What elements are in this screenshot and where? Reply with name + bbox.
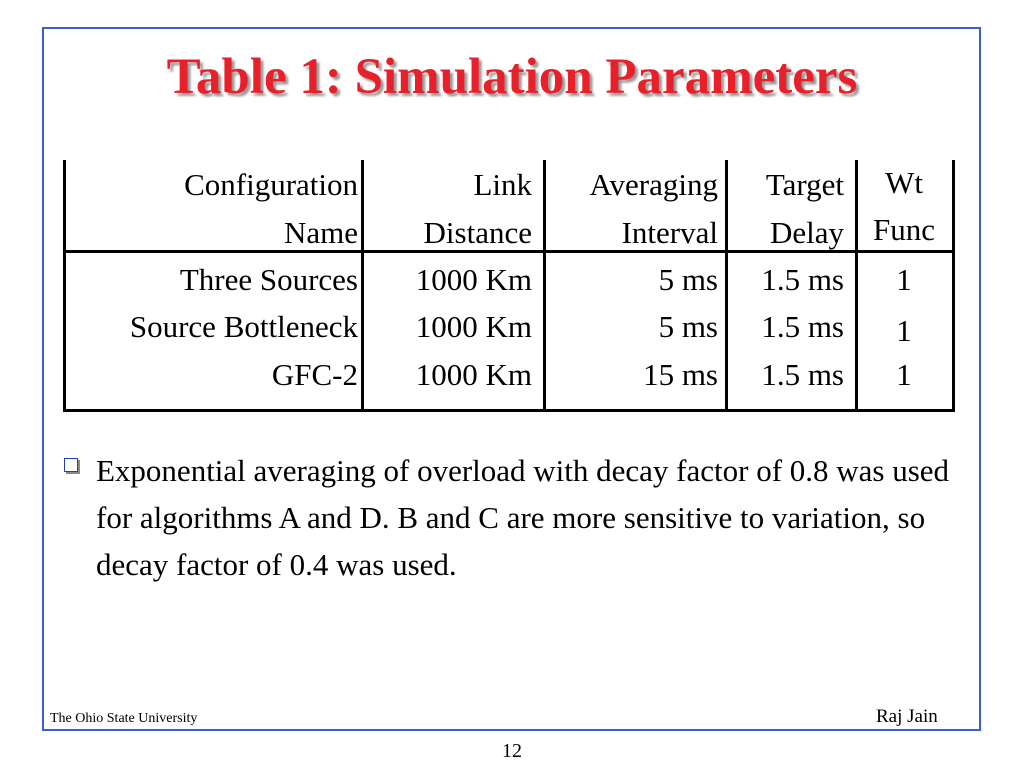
header-wt-line2: Func <box>873 212 935 247</box>
table-cell-distance: 1000 Km <box>415 309 532 344</box>
table-cell-delay: 1.5 ms <box>761 357 844 392</box>
table-cell-config: GFC-2 <box>271 357 358 392</box>
table-cell-wt: 1 <box>896 262 912 297</box>
bullet-square-icon <box>64 458 78 472</box>
table-cell-delay: 1.5 ms <box>761 309 844 344</box>
table-cell-interval: 15 ms <box>643 357 718 392</box>
table-cell-wt: 1 <box>896 357 912 392</box>
table-cell-interval: 5 ms <box>658 262 718 297</box>
table-cell-wt: 1 <box>896 313 912 348</box>
table-divider-col2 <box>543 160 546 412</box>
slide-title: Table 1: Simulation Parameters <box>166 49 858 105</box>
footer-university: The Ohio State University <box>50 711 198 726</box>
table-border-bottom <box>63 409 955 412</box>
table-cell-distance: 1000 Km <box>415 262 532 297</box>
table-divider-col1 <box>361 160 364 412</box>
table-border-right <box>952 160 955 412</box>
table-cell-distance: 1000 Km <box>415 357 532 392</box>
header-link-line2: Distance <box>423 215 532 250</box>
table-cell-delay: 1.5 ms <box>761 262 844 297</box>
table-cell-interval: 5 ms <box>658 309 718 344</box>
table-cell-config: Three Sources <box>179 262 358 297</box>
header-averaging-line2: Interval <box>621 215 718 250</box>
header-wt-line1: Wt <box>885 165 923 200</box>
header-configuration-line1: Configuration <box>184 167 358 202</box>
page-number: 12 <box>502 740 522 762</box>
footer-author: Raj Jain <box>876 706 938 727</box>
header-target-line1: Target <box>765 167 844 202</box>
header-configuration-line2: Name <box>283 215 358 250</box>
header-averaging-line1: Averaging <box>589 167 718 202</box>
bullet-text: Exponential averaging of overload with decay factor of 0.8 was used for algorithms A and D. B and C are more sensitive to variation, so decay factor of 0.4 was used. <box>96 453 950 582</box>
table-cell-config: Source Bottleneck <box>129 309 358 344</box>
table-divider-col3 <box>725 160 728 412</box>
header-target-line2: Delay <box>769 215 844 250</box>
header-link-line1: Link <box>473 167 532 202</box>
